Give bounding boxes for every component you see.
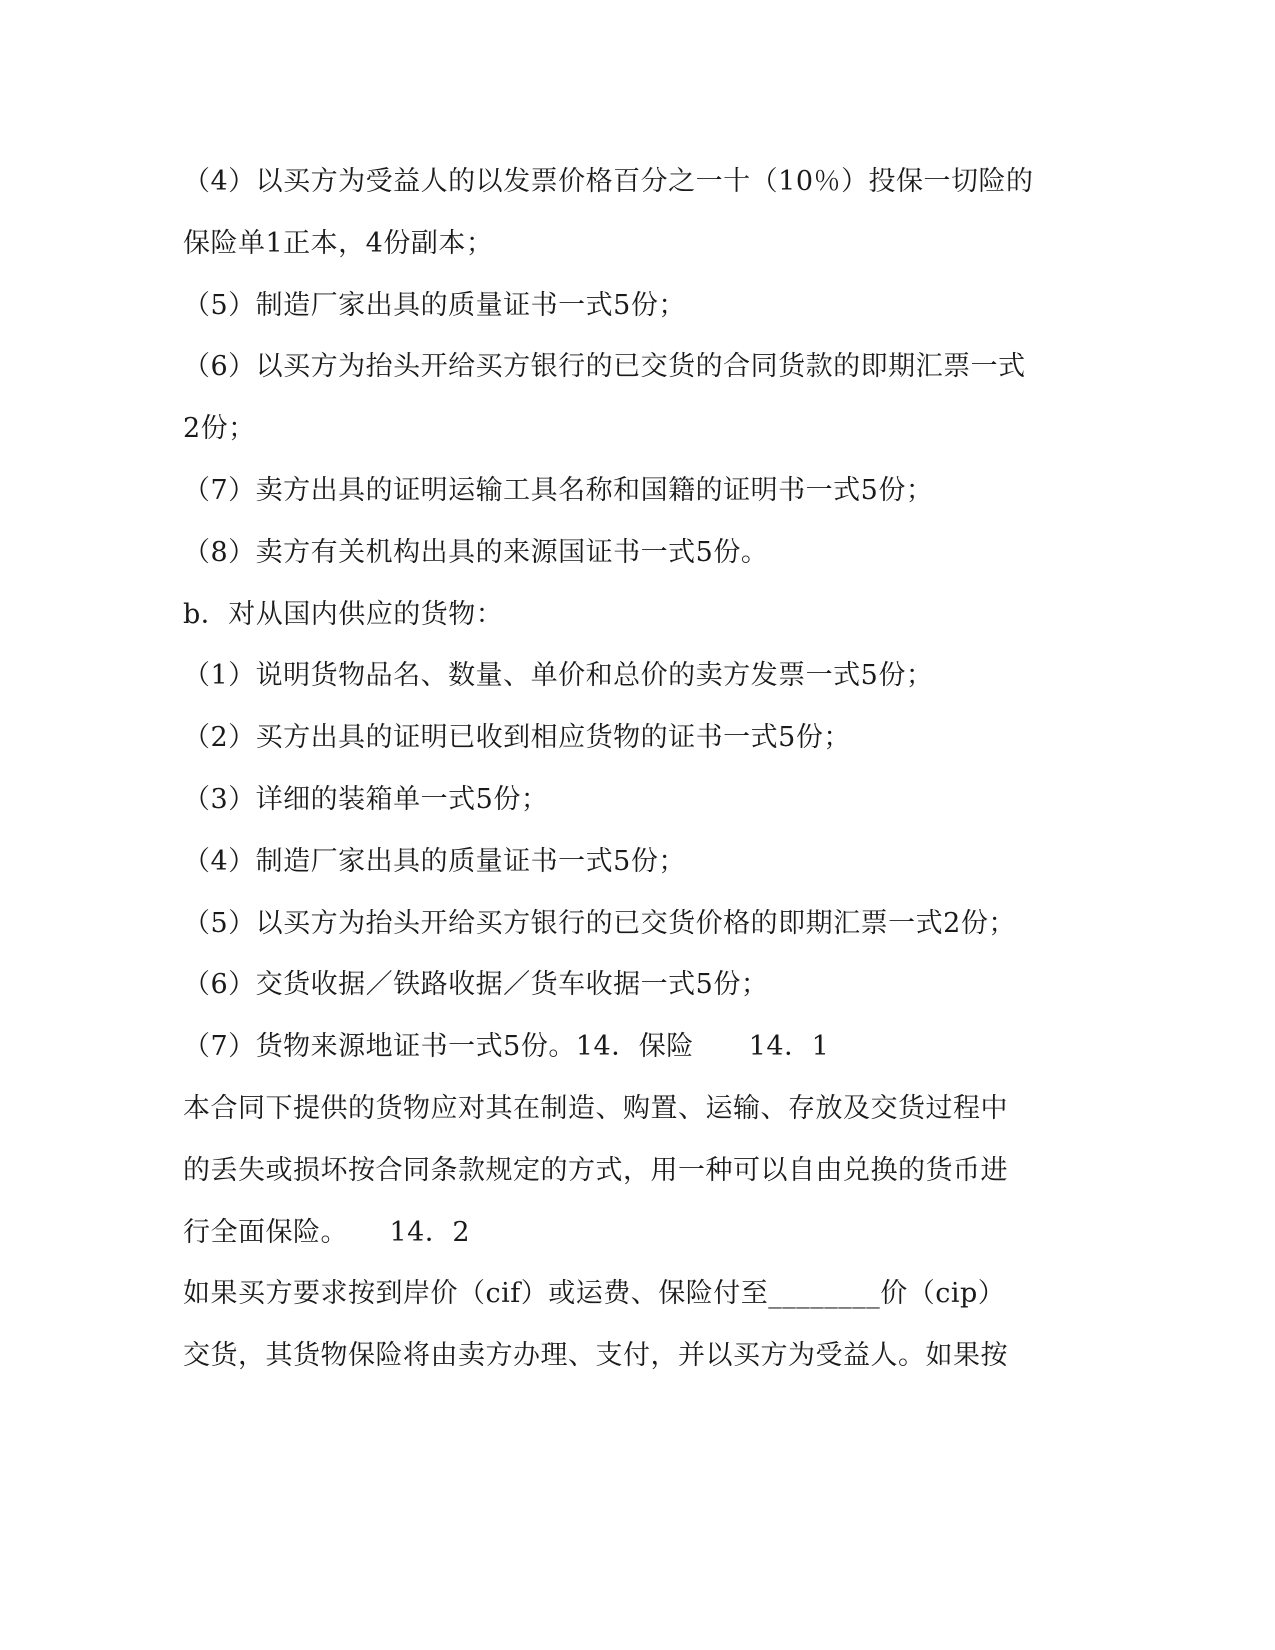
text-line: 保险单1正本，4份副本； [183,228,494,259]
text-line: （7）卖方出具的证明运输工具名称和国籍的证明书一式5份； [183,475,934,506]
text-line: （6）交货收据／铁路收据／货车收据一式5份； [183,969,769,1000]
text-line: 行全面保险。 14．2 [183,1217,471,1248]
text-line: （7）货物来源地证书一式5份。14．保险 14．1 [183,1031,830,1062]
text-line: （2）买方出具的证明已收到相应货物的证书一式5份； [183,722,851,753]
text-line: 如果买方要求按到岸价（cif）或运费、保险付至________价（cip） [183,1278,1006,1309]
text-line: （5）制造厂家出具的质量证书一式5份； [183,290,686,321]
text-line: （4）以买方为受益人的以发票价格百分之一十（10％）投保一切险的 [183,166,1034,197]
text-line: 的丢失或损坏按合同条款规定的方式，用一种可以自由兑换的货币进 [183,1155,1008,1186]
text-line: （4）制造厂家出具的质量证书一式5份； [183,846,686,877]
text-line: 本合同下提供的货物应对其在制造、购置、运输、存放及交货过程中 [183,1093,1008,1124]
text-line: b．对从国内供应的货物： [183,599,504,630]
text-line: （3）详细的装箱单一式5份； [183,784,549,815]
text-line: （6）以买方为抬头开给买方银行的已交货的合同货款的即期汇票一式 [183,351,1026,382]
text-line: （5）以买方为抬头开给买方银行的已交货价格的即期汇票一式2份； [183,908,1016,939]
text-line: 交货，其货物保险将由卖方办理、支付，并以买方为受益人。如果按 [183,1340,1008,1371]
text-line: （1）说明货物品名、数量、单价和总价的卖方发票一式5份； [183,660,934,691]
text-line: （8）卖方有关机构出具的来源国证书一式5份。 [183,537,769,568]
text-line: 2份； [183,413,256,444]
